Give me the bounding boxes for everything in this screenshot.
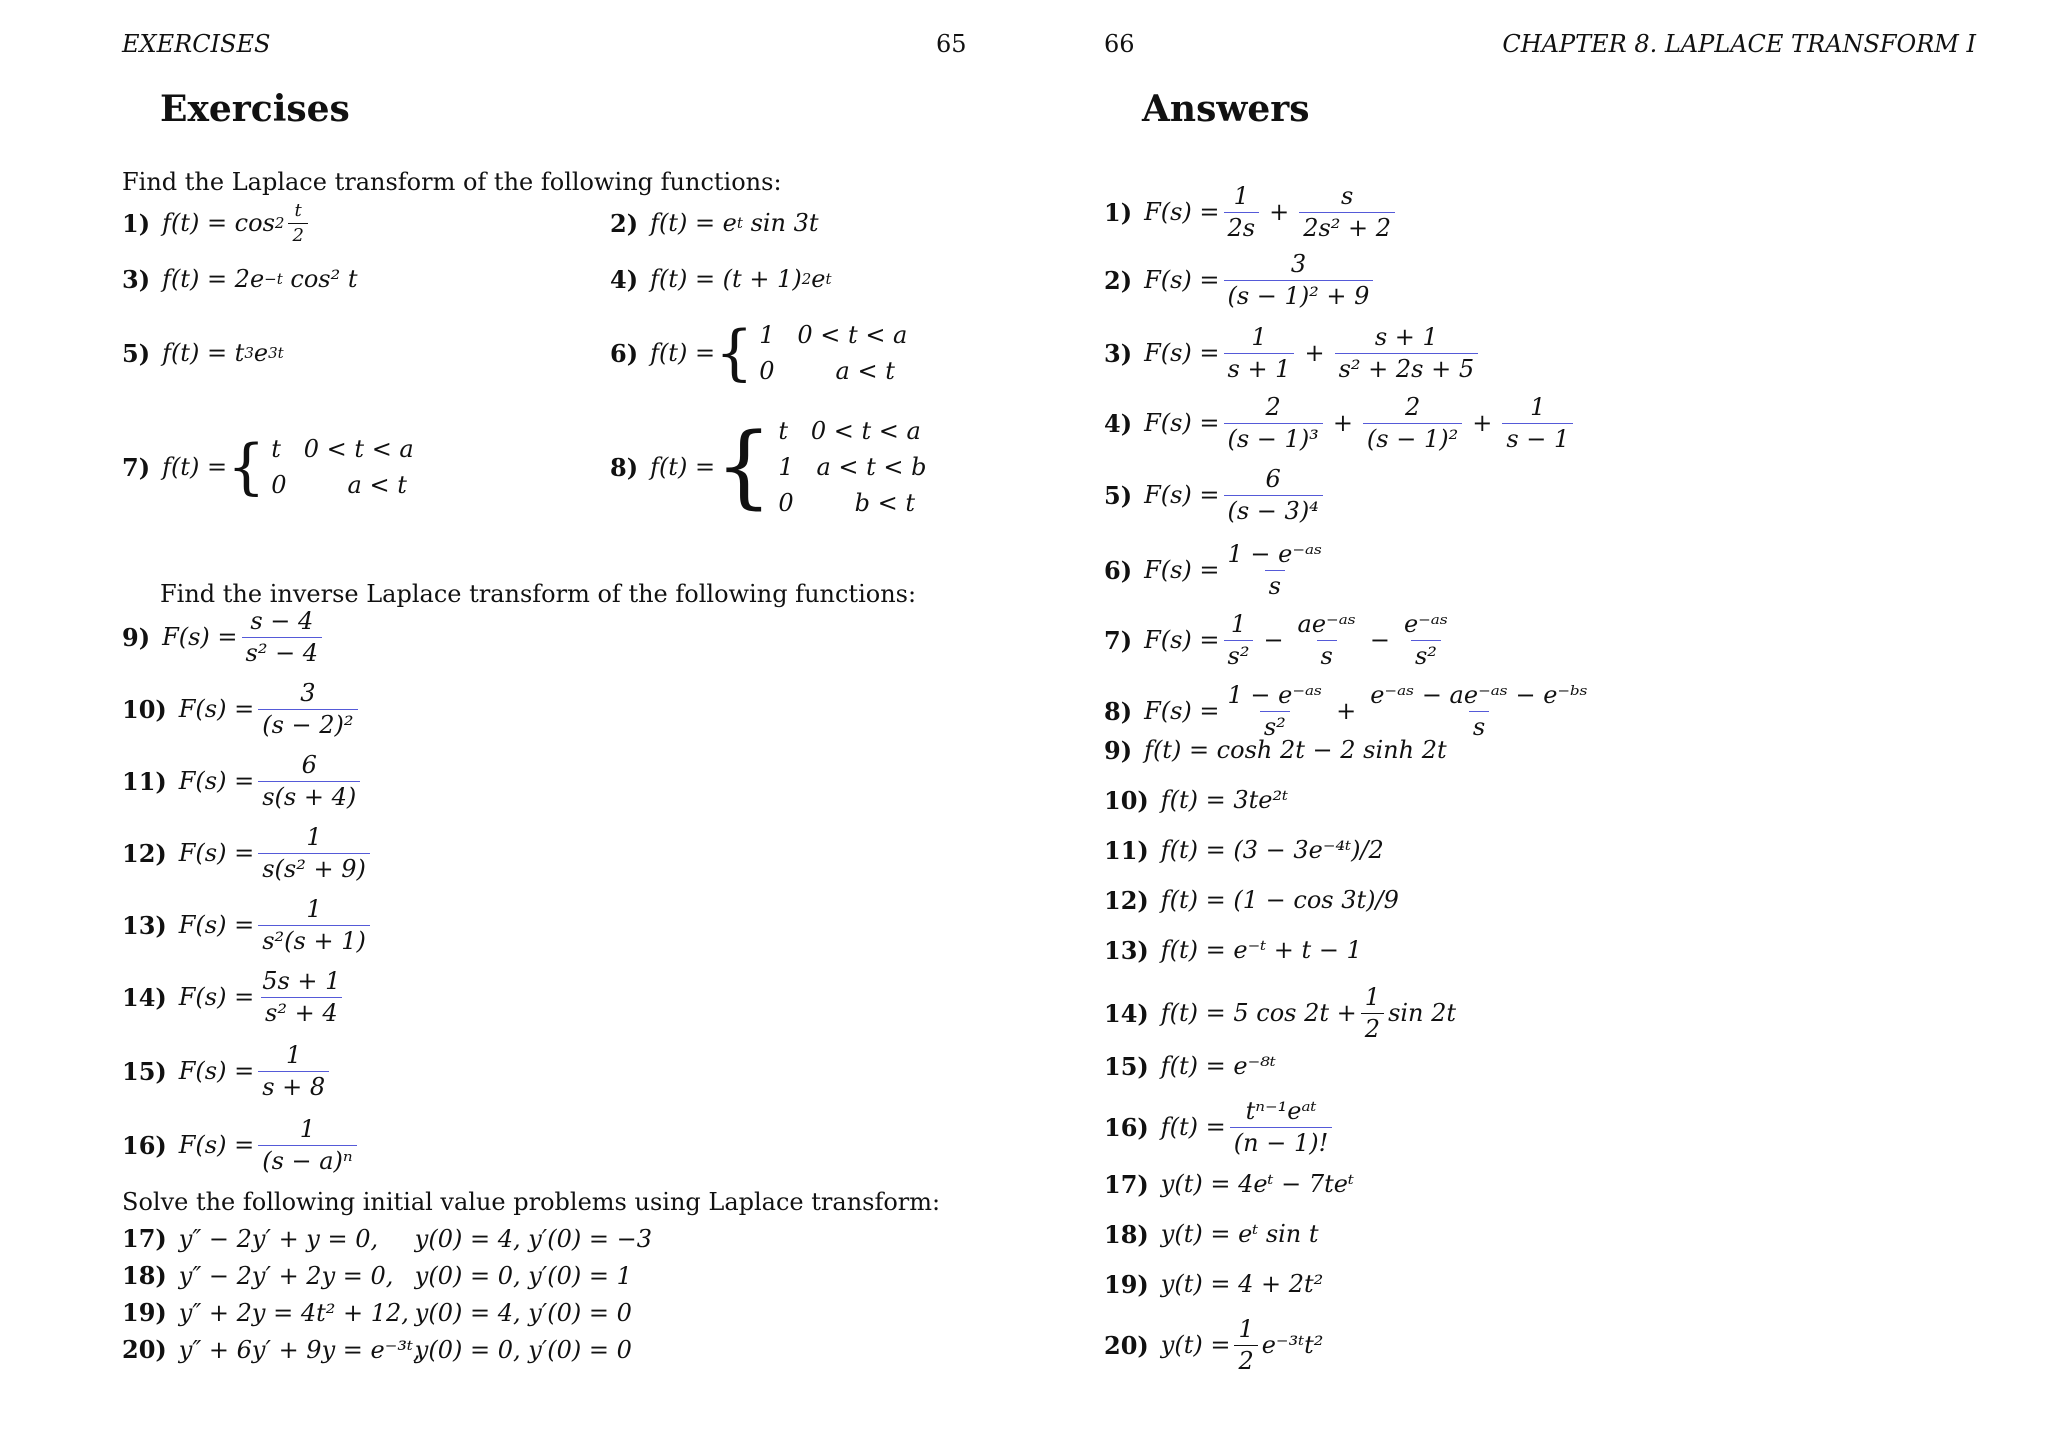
piecewise-cases: t 0 < t < a 0 a < t [271, 435, 414, 499]
fraction: $\frac{1}{2}$ [1234, 1316, 1257, 1374]
problem-2: 2) f(t) = e t sin 3t [610, 208, 819, 238]
fraction: $\frac{\text{e⁻ᵃˢ − ae⁻ᵃˢ − e⁻ᵇˢ}}{s}$ [1370, 681, 1588, 741]
problem-5: 5) f(t) = t 3 e 3t [122, 338, 284, 368]
intro-ivp: Solve the following initial value problems using Laplace transform: [122, 1188, 941, 1216]
answer-19: 19) y(t) = 4 + 2t² [1104, 1269, 1324, 1299]
fraction: $\frac{t}{2}$ [288, 201, 307, 246]
page-title-exercises: Exercises [160, 88, 350, 130]
right-page [1024, 0, 2048, 1448]
problem-18: 18) y″ − 2y′ + 2y = 0, y(0) = 0, y′(0) = 1 [122, 1261, 632, 1290]
piecewise-cases: 1 0 < t < a 0 a < t [759, 321, 908, 385]
answer-2: 2) F(s) = $\frac{3}{\text{(s − 1)² + 9}}$ [1104, 245, 1377, 315]
page-number-left: 65 [936, 30, 967, 58]
left-brace: { [715, 414, 773, 519]
problem-15: 15) F(s) = $\frac{1}{s + 8}$ [122, 1036, 333, 1106]
answer-11: 11) f(t) = (3 − 3e⁻⁴ᵗ)/2 [1104, 835, 1384, 865]
problem-20: 20) y″ + 6y′ + 9y = e⁻³ᵗ,y(0) = 0, y′(0) = 0 [122, 1335, 632, 1364]
fraction: $\frac{6}{s(s + 4)}$ [258, 752, 360, 810]
problem-8: 8) f(t) = { t 0 < t < a 1 a < t < b 0 b < t [610, 414, 927, 519]
left-brace: { [227, 432, 266, 502]
problem-13: 13) F(s) = $\frac{1}{\text{s²(s + 1)}}$ [122, 890, 374, 960]
left-page [0, 0, 1020, 1448]
intro-inverse: Find the inverse Laplace transform of the following functions: [160, 580, 917, 608]
running-head-right: CHAPTER 8. LAPLACE TRANSFORM I [1502, 30, 1976, 58]
answer-9: 9) f(t) = cosh 2t − 2 sinh 2t [1104, 735, 1447, 765]
fraction: $\frac{\text{e⁻ᵃˢ}}{\text{s²}}$ [1403, 610, 1448, 670]
fraction: $\frac{1}{s + 8}$ [258, 1042, 329, 1100]
left-brace: { [715, 318, 754, 388]
problem-12: 12) F(s) = $\frac{1}{\text{s(s² + 9)}}$ [122, 818, 374, 888]
fraction: $\frac{1}{\text{(s − a)ⁿ}}$ [258, 1116, 356, 1174]
fraction: $\frac{1}{\text{s(s² + 9)}}$ [258, 824, 370, 882]
fraction: $\frac{2}{\text{(s − 1)²}}$ [1363, 394, 1462, 452]
problem-17: 17) y″ − 2y′ + y = 0, y(0) = 4, y′(0) = −3 [122, 1224, 652, 1253]
answer-14: 14) f(t) = 5 cos 2t + $\frac{1}{2}$ sin 2t [1104, 983, 1457, 1043]
problem-10: 10) F(s) = $\frac{3}{\text{(s − 2)²}}$ [122, 674, 362, 744]
answer-7: 7) F(s) = $\frac{1}{\text{s²}}$ − $\frac{\text{ae⁻ᵃˢ}}{s}$ − $\frac{\text{e⁻ᵃˢ}}{\text{s²}}$ [1104, 605, 1456, 675]
answer-17: 17) y(t) = 4eᵗ − 7teᵗ [1104, 1169, 1354, 1199]
fraction: $\frac{1}{s - 1}$ [1502, 394, 1573, 452]
fraction: $\frac{\text{1 − e⁻ᵃˢ}}{\text{s²}}$ [1227, 681, 1323, 741]
fraction: $\frac{1}{\text{s²}}$ [1224, 611, 1254, 669]
page-title-answers: Answers [1142, 88, 1310, 130]
answer-20: 20) y(t) = $\frac{1}{2}$ e⁻³ᵗt² [1104, 1315, 1324, 1375]
problem-9: 9) F(s) = $\frac{s - 4}{\text{s² − 4}}$ [122, 602, 326, 672]
fraction: $\frac{3}{\text{(s − 1)² + 9}}$ [1224, 251, 1374, 309]
answer-6: 6) F(s) = $\frac{\text{1 − e⁻ᵃˢ}}{s}$ [1104, 535, 1330, 605]
problem-14: 14) F(s) = $\frac{5s + 1}{\text{s² + 4}}$ [122, 962, 348, 1032]
fraction: $\frac{6}{\text{(s − 3)⁴}}$ [1224, 466, 1323, 524]
fraction: $\frac{2}{\text{(s − 1)³}}$ [1224, 394, 1323, 452]
answer-4: 4) F(s) = $\frac{2}{\text{(s − 1)³}}$ + $\frac{2}{\text{(s − 1)²}}$ + $\frac{1}{s - 1}$ [1104, 388, 1577, 458]
fraction: $\frac{3}{\text{(s − 2)²}}$ [258, 680, 357, 738]
fraction: $\frac{1}{\text{s²(s + 1)}}$ [258, 896, 370, 954]
problem-19: 19) y″ + 2y = 4t² + 12, y(0) = 4, y′(0) = 0 [122, 1298, 632, 1327]
running-head-left: EXERCISES [122, 30, 271, 58]
problem-11: 11) F(s) = $\frac{6}{s(s + 4)}$ [122, 746, 364, 816]
fraction: $\frac{1}{2}$ [1361, 984, 1384, 1042]
problem-3: 3) f(t) = 2e −t cos² t [122, 264, 358, 294]
answer-13: 13) f(t) = e⁻ᵗ + t − 1 [1104, 935, 1362, 965]
answer-10: 10) f(t) = 3te²ᵗ [1104, 785, 1289, 815]
answer-15: 15) f(t) = e⁻⁸ᵗ [1104, 1051, 1276, 1081]
page-number-right: 66 [1104, 30, 1135, 58]
fraction: $\frac{5s + 1}{\text{s² + 4}}$ [262, 967, 341, 1027]
answer-18: 18) y(t) = eᵗ sin t [1104, 1219, 1319, 1249]
fraction: $\frac{s}{\text{2s² + 2}}$ [1299, 183, 1395, 241]
fraction: $\frac{\text{tⁿ⁻¹eᵃᵗ}}{(n - 1)!}$ [1230, 1098, 1332, 1156]
fraction: $\frac{s + 1}{\text{s² + 2s + 5}}$ [1335, 324, 1479, 382]
problem-4: 4) f(t) = (t + 1) 2 e t [610, 264, 832, 294]
intro-laplace: Find the Laplace transform of the following functions: [122, 168, 782, 196]
problem-16: 16) F(s) = $\frac{1}{\text{(s − a)ⁿ}}$ [122, 1110, 361, 1180]
answer-16: 16) f(t) = $\frac{\text{tⁿ⁻¹eᵃᵗ}}{(n - 1)!}$ [1104, 1092, 1336, 1162]
fraction: $\frac{\text{ae⁻ᵃˢ}}{s}$ [1297, 610, 1356, 670]
fraction: $\frac{1}{2s}$ [1224, 183, 1260, 241]
answer-3: 3) F(s) = $\frac{1}{s + 1}$ + $\frac{s + 1}{\text{s² + 2s + 5}}$ [1104, 318, 1482, 388]
problem-1: 1) f(t) = cos 2 $\frac{t}{2}$ [122, 188, 312, 258]
piecewise-cases: t 0 < t < a 1 a < t < b 0 b < t [778, 417, 927, 517]
fraction: $\frac{s - 4}{\text{s² − 4}}$ [242, 608, 323, 666]
answer-5: 5) F(s) = $\frac{6}{\text{(s − 3)⁴}}$ [1104, 460, 1327, 530]
fraction: $\frac{\text{1 − e⁻ᵃˢ}}{s}$ [1227, 540, 1323, 600]
answer-12: 12) f(t) = (1 − cos 3t)/9 [1104, 885, 1399, 915]
answer-8: 8) F(s) = $\frac{\text{1 − e⁻ᵃˢ}}{\text{s²}}$ + $\frac{\text{e⁻ᵃˢ − ae⁻ᵃˢ − e⁻ᵇˢ}}{s}$ [1104, 676, 1596, 746]
problem-6: 6) f(t) = { 1 0 < t < a 0 a < t [610, 318, 908, 388]
problem-7: 7) f(t) = { t 0 < t < a 0 a < t [122, 432, 414, 502]
answer-1: 1) F(s) = $\frac{1}{2s}$ + $\frac{s}{\text{2s² + 2}}$ [1104, 177, 1399, 247]
fraction: $\frac{1}{s + 1}$ [1224, 324, 1295, 382]
